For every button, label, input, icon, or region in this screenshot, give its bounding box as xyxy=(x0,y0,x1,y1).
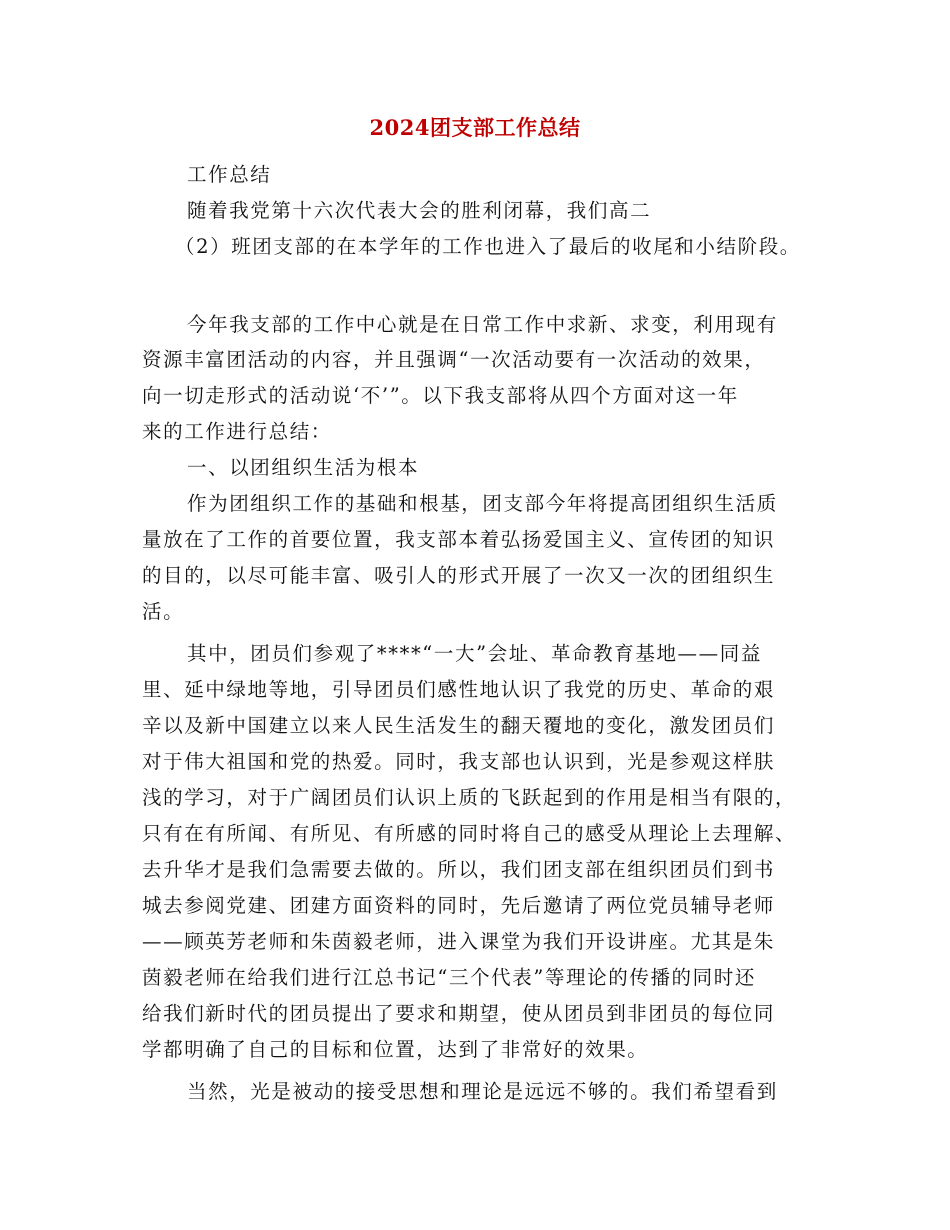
text-line: 辛以及新中国建立以来人民生活发生的翻天覆地的变化，激发团员们 xyxy=(142,714,776,737)
text-line: 给我们新时代的团员提出了要求和期望，使从团员到非团员的每位同 xyxy=(142,1002,776,1025)
text-line: 去升华才是我们急需要去做的。所以，我们团支部在组织团员们到书 xyxy=(142,858,776,881)
text-line: 活。 xyxy=(142,600,185,623)
text-line: 浅的学习，对于广阔团员们认识上质的飞跃起到的作用是相当有限的， xyxy=(142,786,797,809)
text-line: （2）班团支部的在本学年的工作也进入了最后的收尾和小结阶段。 xyxy=(175,235,801,258)
text-line: 对于伟大祖国和党的热爱。同时，我支部也认识到，光是参观这样肤 xyxy=(142,750,776,773)
text-line: 其中，团员们参观了****“一大”会址、革命教育基地——同益 xyxy=(187,642,762,665)
text-line: 来的工作进行总结： xyxy=(142,420,332,443)
text-line: ——顾英芳老师和朱茵毅老师，进入课堂为我们开设讲座。尤其是朱 xyxy=(142,930,776,953)
text-line: 资源丰富团活动的内容，并且强调“一次活动要有一次活动的效果， xyxy=(142,348,766,371)
text-line: 的目的，以尽可能丰富、吸引人的形式开展了一次又一次的团组织生 xyxy=(142,564,776,587)
text-line: 城去参阅党建、团建方面资料的同时，先后邀请了两位党员辅导老师 xyxy=(142,894,776,917)
text-line: 作为团组织工作的基础和根基，团支部今年将提高团组织生活质 xyxy=(187,492,778,515)
text-line: 茵毅老师在给我们进行江总书记“三个代表”等理论的传播的同时还 xyxy=(142,966,756,989)
text-line: 量放在了工作的首要位置，我支部本着弘扬爱国主义、宣传团的知识 xyxy=(142,528,776,551)
text-line: 向一切走形式的活动说‘不’”。以下我支部将从四个方面对这一年 xyxy=(142,384,739,407)
text-line: 学都明确了自己的目标和位置，达到了非常好的效果。 xyxy=(142,1038,649,1061)
text-line: 只有在有所闻、有所见、有所感的同时将自己的感受从理论上去理解、 xyxy=(142,822,797,845)
section-heading: 一、以团组织生活为根本 xyxy=(187,456,420,479)
text-line: 里、延中绿地等地，引导团员们感性地认识了我党的历史、革命的艰 xyxy=(142,678,776,701)
text-line: 随着我党第十六次代表大会的胜利闭幕，我们高二 xyxy=(187,199,652,222)
text-line: 今年我支部的工作中心就是在日常工作中求新、求变，利用现有 xyxy=(187,313,778,336)
text-line: 当然，光是被动的接受思想和理论是远远不够的。我们希望看到 xyxy=(187,1080,778,1103)
text-line: 工作总结 xyxy=(187,163,272,186)
document-title: 2024团支部工作总结 xyxy=(369,115,581,140)
